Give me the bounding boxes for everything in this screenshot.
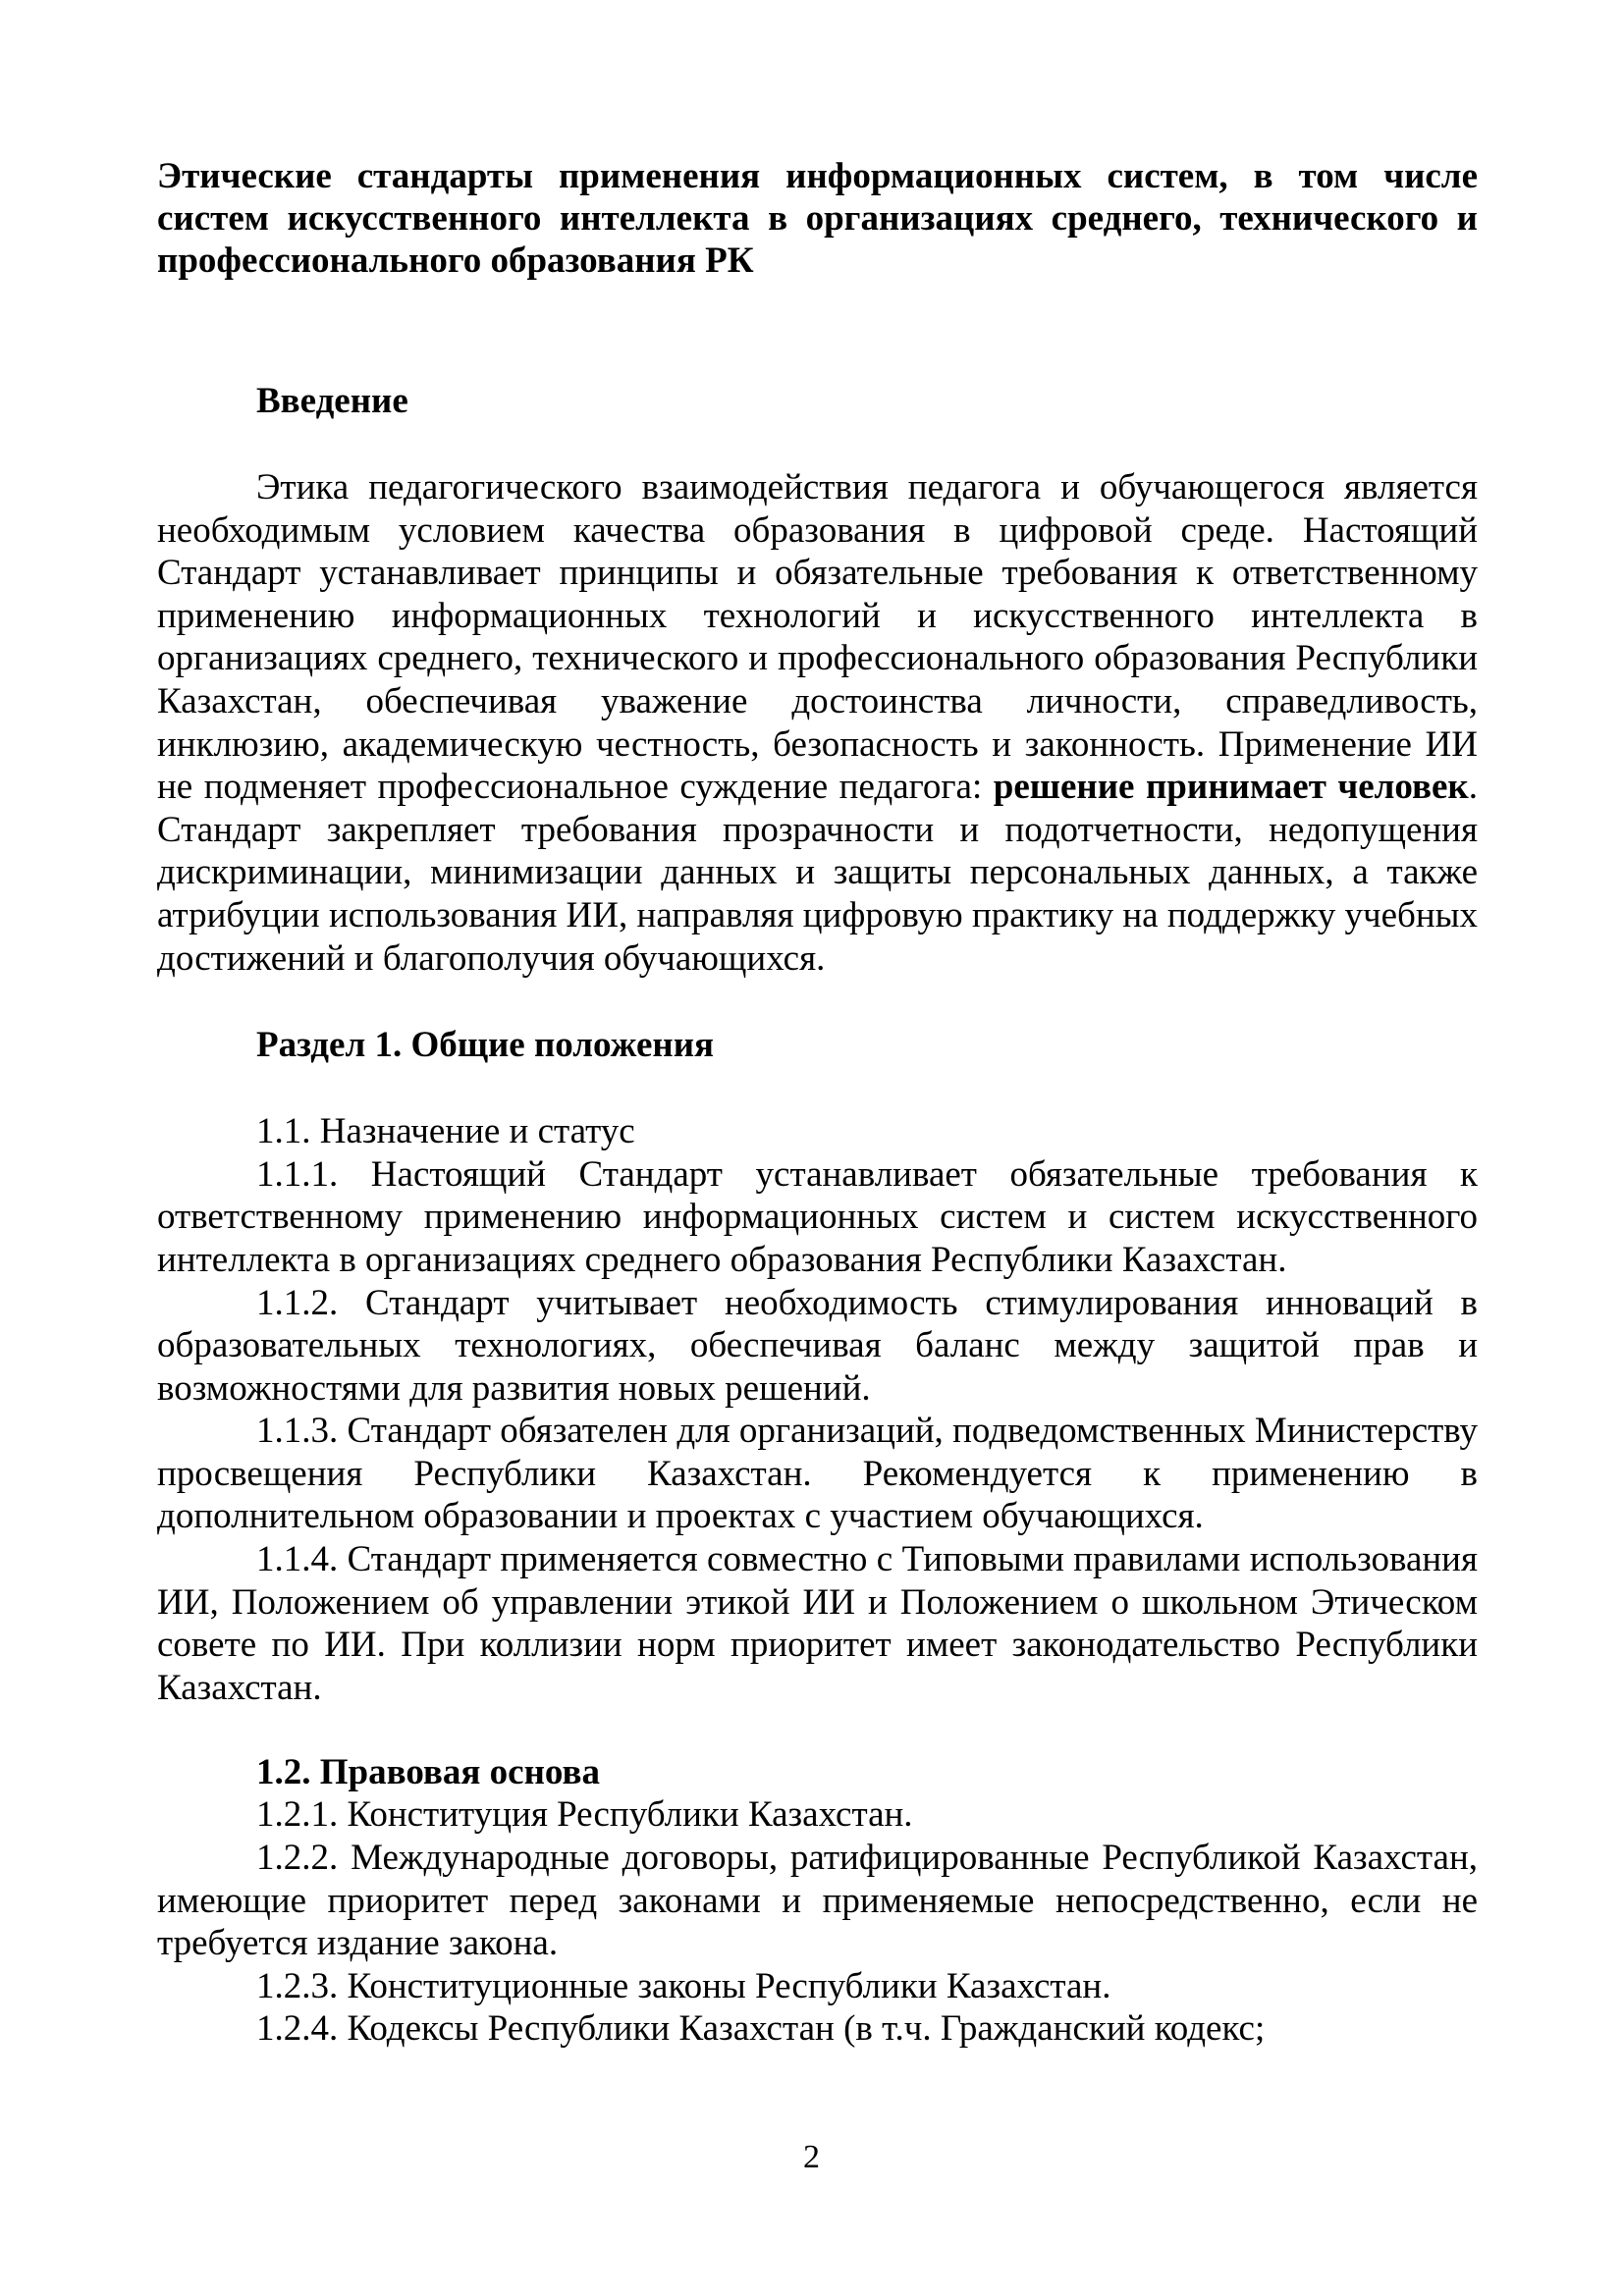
- introduction-text-end: . Стандарт закрепляет требования прозрачности и подотчетности, недопущения дискриминации, минимизации данных и защиты персональных данных, а также атрибуции использования ИИ, направляя цифровую практику на поддержку учебных достижений и благополучия обучающихся.: [157, 767, 1478, 979]
- introduction-emphasis: решение принимает человек: [993, 767, 1469, 808]
- page-number: 2: [803, 2139, 820, 2175]
- spacer: [157, 282, 1478, 380]
- clause-1-2-3: 1.2.3. Конституционные законы Республики Казахстан.: [256, 1965, 1111, 2006]
- clause-1-1-3: 1.1.3. Стандарт обязателен для организаций, подведомственных Министерству просвещения Республики Казахстан. Рекомендуется к применению в дополнительном образовании и проектах с участием обучающихся.: [157, 1411, 1478, 1537]
- clause-1-1-2: 1.1.2. Стандарт учитывает необходимость стимулирования инноваций в образовательных технологиях, обеспечивая баланс между защитой прав и возможностями для развития новых решений.: [157, 1282, 1478, 1409]
- introduction-text-start: Этика педагогического взаимодействия педагога и обучающегося является необходимым условием качества образования в цифровой среде. Настоящий Стандарт устанавливает принципы и обязательные требования к ответственному применению информационных технологий и искусственного интеллекта в организациях среднего, технического и профессионального образования Республики Казахстан, обеспечивая уважение достоинства личности, справедливость, инклюзию, академическую честность, безопасность и законность. Применение ИИ не подменяет профессиональное суждение педагога:: [157, 467, 1478, 808]
- spacer: [157, 980, 1478, 1024]
- introduction-heading: Введение: [256, 381, 408, 421]
- section-1-heading: Раздел 1. Общие положения: [256, 1025, 715, 1066]
- clause-1-2-1: 1.2.1. Конституция Республики Казахстан.: [256, 1794, 913, 1836]
- subsection-1-1-heading: 1.1. Назначение и статус: [256, 1111, 635, 1152]
- clause-1-2-4: 1.2.4. Кодексы Республики Казахстан (в т.ч. Гражданский кодекс;: [256, 2008, 1266, 2050]
- spacer: [157, 1066, 1478, 1110]
- document-page: [157, 155, 1478, 2051]
- clause-1-2-2: 1.2.2. Международные договоры, ратифицированные Республикой Казахстан, имеющие приоритет перед законами и применяемые непосредственно, если не требуется издание закона.: [157, 1838, 1478, 1964]
- subsection-1-2-heading: 1.2. Правовая основа: [256, 1752, 600, 1793]
- introduction-paragraph: [157, 466, 1478, 980]
- spacer: [157, 1709, 1478, 1751]
- document-title: Этические стандарты применения информационных систем, в том числе систем искусственного интеллекта в организациях среднего, технического и профессионального образования РК: [157, 156, 1478, 281]
- clause-1-1-4: 1.1.4. Стандарт применяется совместно с Типовыми правилами использования ИИ, Положением об управлении этикой ИИ и Положением о школьном Этическом совете по ИИ. При коллизии норм приоритет имеет законодательство Республики Казахстан.: [157, 1539, 1478, 1708]
- spacer: [157, 422, 1478, 466]
- clause-1-1-1: 1.1.1. Настоящий Стандарт устанавливает обязательные требования к ответственному применению информационных систем и систем искусственного интеллекта в организациях среднего образования Республики Казахстан.: [157, 1153, 1478, 1280]
